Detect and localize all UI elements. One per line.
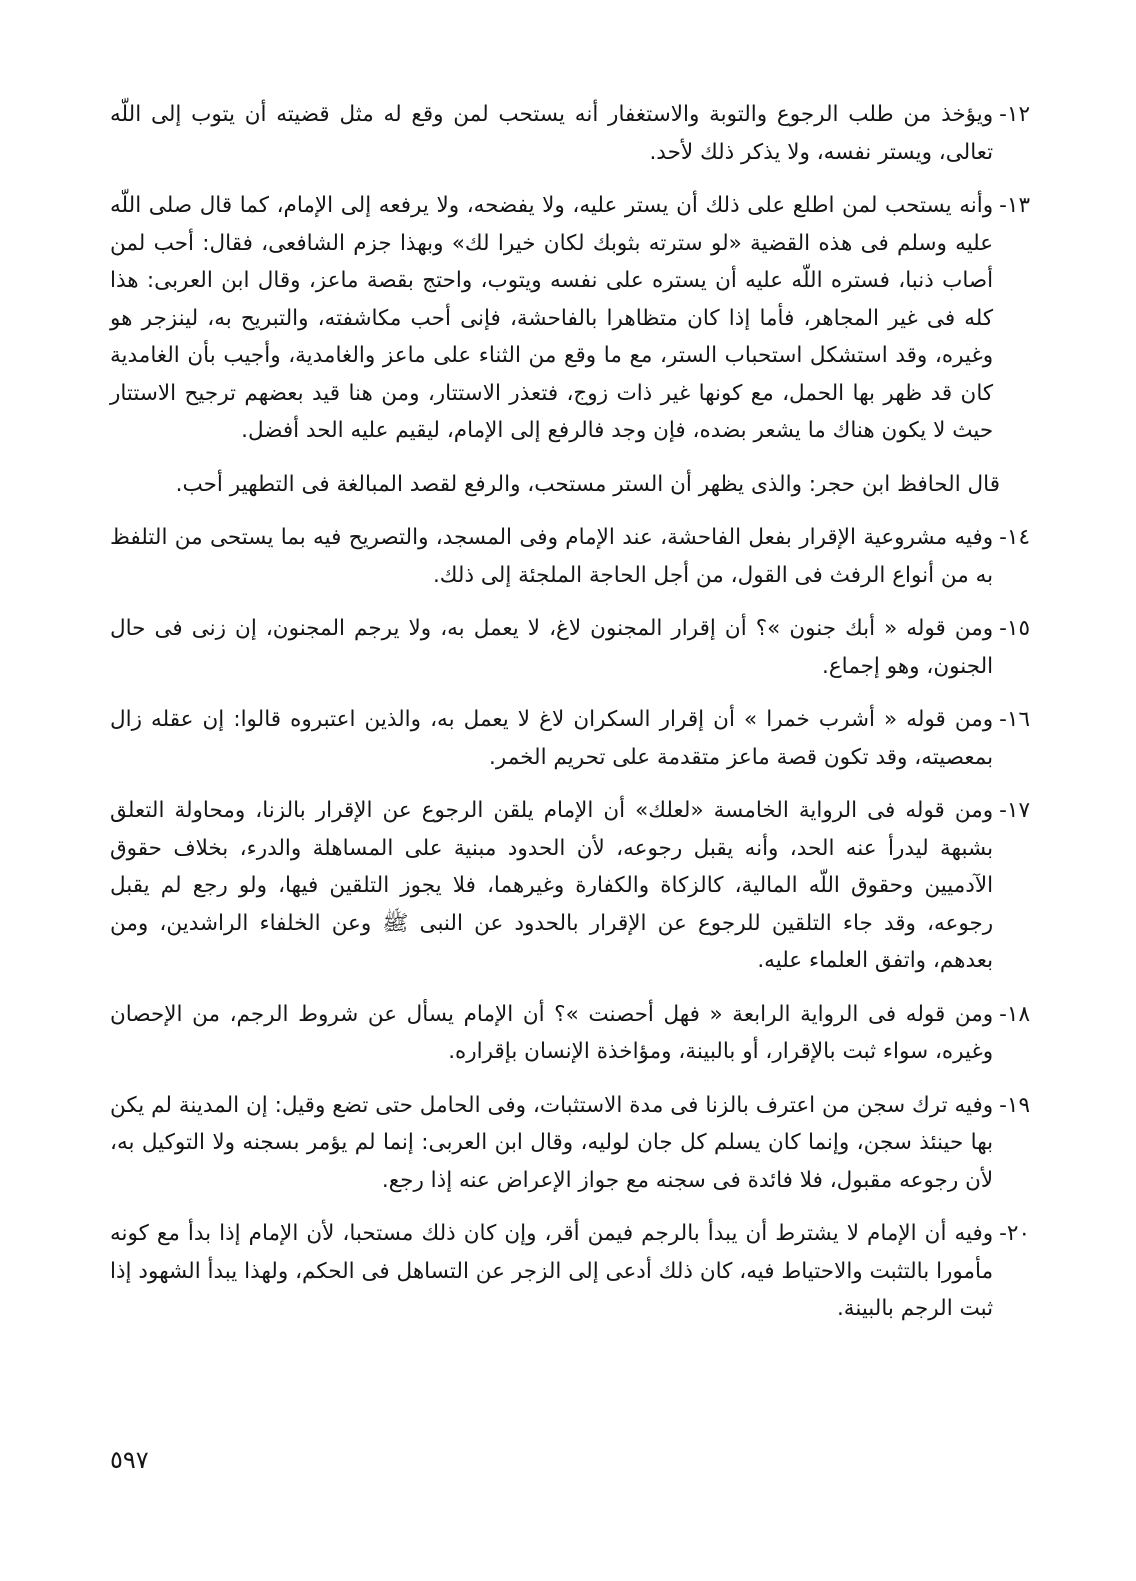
item-text: ومن قوله فى الرواية الرابعة « فهل أحصنت »؟ أن الإمام يسأل عن شروط الرجم، من الإحصان وغيره، سواء ثبت بالإقرار، أو بالبينة، ومؤاخذة الإنسان بإقراره. [110, 1001, 994, 1064]
item-text: ومن قوله فى الرواية الخامسة «لعلك» أن الإمام يلقن الرجوع عن الإقرار بالزنا، ومحاولة التعلق بشبهة ليدرأ عنه الحد، وأنه يقبل رجوعه، لأن الحدود مبنية على المساهلة والدرء، بخلاف حقوق الآدميين وحقوق اللّه المالية، كالزكاة والكفارة وغيرهما، فلا يجوز التلقين فيها، ولو رجع لم يقبل رجوعه، وقد جاء التلقين للرجوع عن الإقرار بالحدود عن النبى ﷺ وعن الخلفاء الراشدين، ومن بعدهم، واتفق العلماء عليه. [110, 798, 994, 973]
item-number: ٢٠- [999, 1221, 1030, 1246]
list-item [110, 519, 1030, 594]
item-text: وأنه يستحب لمن اطلع على ذلك أن يستر عليه، ولا يفضحه، ولا يرفعه إلى الإمام، كما قال صلى اللّه عليه وسلم فى هذه القضية «لو سترته بثوبك لكان خيرا لك» وبهذا جزم الشافعى، فقال: أحب لمن أصاب ذنبا، فستره اللّه عليه أن يستره على نفسه ويتوب، واحتج بقصة ماعز، وقال ابن العربى: هذا كله فى غير المجاهر، فأما إذا كان متظاهرا بالفاحشة، فإنى أحب مكاشفته، والتبريح به، لينزجر هو وغيره، وقد استشكل استحباب الستر، مع ما وقع من الثناء على ماعز والغامدية، وأجيب بأن الغامدية كان قد ظهر بها الحمل، مع كونها غير ذات زوج، فتعذر الاستتار، ومن هنا قيد بعضهم ترجيح الاستتار حيث لا يكون هناك ما يشعر بضده، فإن وجد فالرفع إلى الإمام، ليقيم عليه الحد أفضل. [110, 193, 994, 443]
list-item [110, 701, 1030, 776]
item-number: ١٢- [999, 102, 1030, 127]
list-item [110, 610, 1030, 685]
item-number: ١٤- [999, 525, 1030, 550]
item-number: ١٣- [999, 193, 1030, 218]
item-number: ١٨- [999, 1001, 1030, 1027]
item-text: ويؤخذ من طلب الرجوع والتوبة والاستغفار أنه يستحب لمن وقع له مثل قضيته أن يتوب إلى اللّه تعالى، ويستر نفسه، ولا يذكر ذلك لأحد. [110, 102, 994, 165]
item-number: ١٦- [999, 707, 1030, 732]
list-item [110, 792, 1030, 980]
item-number: ١٧- [999, 798, 1030, 823]
item-number: ١٥- [999, 616, 1030, 641]
item-text: ومن قوله « أشرب خمرا » أن إقرار السكران لاغ لا يعمل به، والذين اعتبروه قالوا: إن عقله زال بمعصيته، وقد تكون قصة ماعز متقدمة على تحريم الخمر. [110, 707, 994, 770]
item-text: وفيه أن الإمام لا يشترط أن يبدأ بالرجم فيمن أقر، وإن كان ذلك مستحبا، لأن الإمام إذا بدأ مع كونه مأمورا بالتثبت والاحتياط فيه، كان ذلك أدعى إلى الزجر عن التساهل فى الحكم، ولهذا يبدأ الشهود إذا ثبت الرجم بالبينة. [110, 1221, 994, 1321]
page-content [110, 96, 1030, 1344]
list-item [110, 1215, 1030, 1328]
item-text: وفيه مشروعية الإقرار بفعل الفاحشة، عند الإمام وفى المسجد، والتصريح فيه بما يستحى من التلفظ به من أنواع الرفث فى القول، من أجل الحاجة الملجئة إلى ذلك. [110, 525, 994, 588]
quoted-note: قال الحافظ ابن حجر: والذى يظهر أن الستر مستحب، والرفع لقصد المبالغة فى التطهير أحب. [175, 471, 1000, 497]
list-item [110, 1087, 1030, 1200]
page-number: ٥٩٧ [110, 1446, 149, 1474]
item-text: ومن قوله « أبك جنون »؟ أن إقرار المجنون لاغ، لا يعمل به، ولا يرجم المجنون، إن زنى فى حال الجنون، وهو إجماع. [110, 616, 994, 679]
item-text: وفيه ترك سجن من اعترف بالزنا فى مدة الاستثبات، وفى الحامل حتى تضع وقيل: إن المدينة لم يكن بها حينئذ سجن، وإنما كان يسلم كل جان لوليه، وقال ابن العربى: إنما لم يؤمر بسجنه ولا التوكيل به، لأن رجوعه مقبول، فلا فائدة فى سجنه مع جواز الإعراض عنه إذا رجع. [110, 1092, 994, 1193]
list-item [110, 187, 1030, 450]
list-item [110, 996, 1030, 1071]
item-number: ١٩- [999, 1092, 1030, 1118]
list-item [110, 96, 1030, 171]
